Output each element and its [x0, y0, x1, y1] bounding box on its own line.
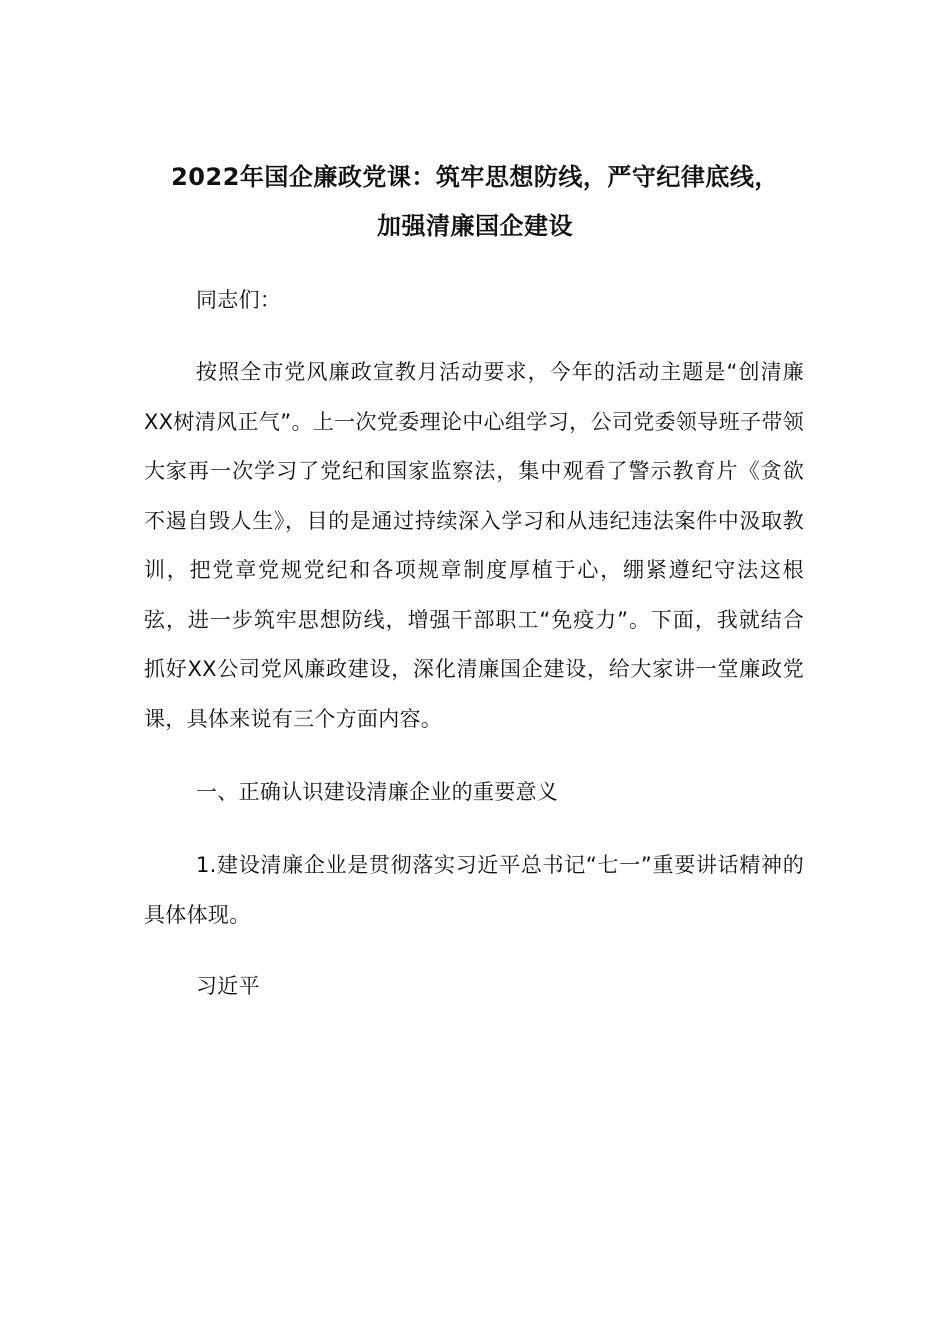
document-title-line-1: 2022年国企廉政党课：筑牢思想防线，严守纪律底线， — [171, 163, 779, 191]
salutation: 同志们： — [196, 288, 282, 312]
body-paragraph: 按照全市党风廉政宣教月活动要求，今年的活动主题是“创清廉XX树清风正气”。上一次党委理论中心组学习，公司党委领导班子带领大家再一次学习了党纪和国家监察法，集中观看了警示教育片《贪欲不遏自毁人生》，目的是通过持续深入学习和从违纪违法案件中汲取教训，把党章党规党纪和各项规章制度厚植于心，绷紧遵纪守法这根弦，进一步筑牢思想防线，增强干部职工“免疫力”。下面，我就结合抓好XX公司党风廉政建设，深化清廉国企建设，给大家讲一堂廉政党课，具体来说有三个方面内容。 — [144, 360, 804, 731]
subsection-heading: 1.建设清廉企业是贯彻落实习近平总书记“七一”重要讲话精神的具体体现。 — [144, 853, 804, 927]
section-heading: 一、正确认识建设清廉企业的重要意义 — [196, 780, 559, 804]
document-title-line-2: 加强清廉国企建设 — [377, 212, 573, 240]
trailing-text: 习近平 — [196, 974, 260, 998]
